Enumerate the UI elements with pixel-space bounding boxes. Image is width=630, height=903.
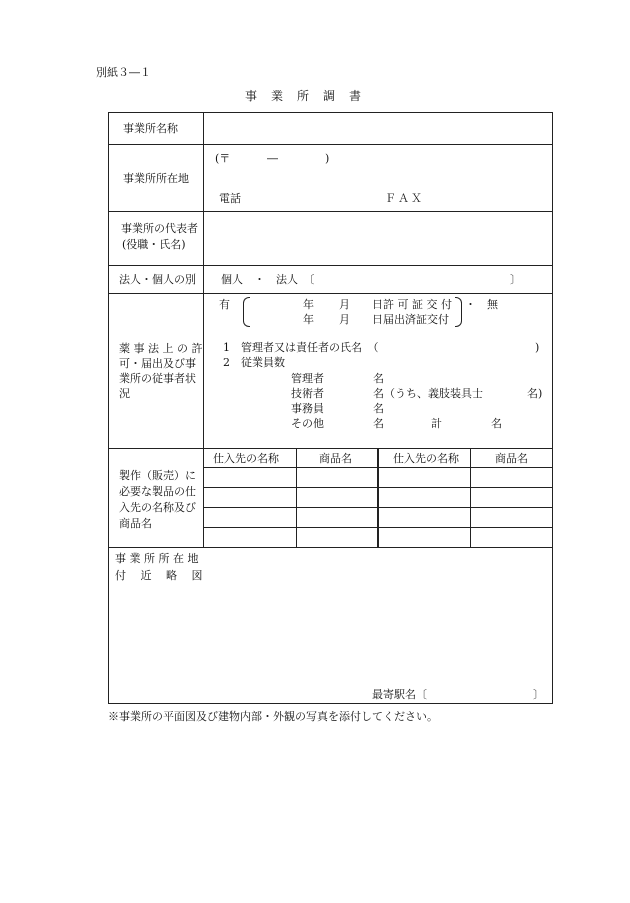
notice-month: 月 [339,313,350,326]
footnote: ※事業所の平面図及び建物内部・外観の写真を添付してください。 [108,710,438,723]
permit-status-label-3: 業所の従事者状 [119,372,196,385]
representative-label: 事業所の代表者 [121,222,198,235]
postal-code-open: (〒 [215,152,231,165]
notice-day-label: 日届出済証交付 [372,313,449,326]
permit-day-label: 日許 可 証 交 付 [372,298,452,311]
permit-yes: 有 [219,298,230,311]
office-name-label: 事業所名称 [123,122,178,135]
location-map-area[interactable] [119,588,539,683]
phone-label: 電話 [219,192,241,205]
row-divider [109,144,552,145]
right-brace-icon [455,297,462,327]
left-brace-icon [243,297,250,327]
permit-month: 月 [339,298,350,311]
staff-manager-label: 管理者 [291,372,324,385]
permit-none: ・ 無 [465,298,498,311]
survey-form-table [108,112,553,704]
entity-type-close: 〕 [510,273,521,286]
staff-technician-close: 名) [527,387,543,400]
staff-technician-label: 技術者 [291,387,324,400]
staff-total-unit: 名 [491,417,502,430]
representative-field[interactable] [204,212,551,264]
fax-label: ＦＡＸ [385,192,424,205]
supplier-grid-line [470,448,471,547]
entity-type-label: 法人・個人の別 [119,273,196,286]
notice-year: 年 [303,313,314,326]
location-map-label-1: 事 業 所 所 在 地 [115,552,199,565]
supplier-grid-divider-thick [377,448,379,547]
representative-sublabel: (役職・氏名) [122,238,186,251]
supplier-label-1: 製作（販売）に [119,469,196,482]
supplier-header-name-1: 仕入先の名称 [213,452,279,465]
page-title: 事 業 所 調 書 [245,89,363,103]
employee-count-item: 2 従業員数 [223,356,285,369]
nearest-station-close: 〕 [533,688,544,701]
staff-clerk-label: 事務員 [291,402,324,415]
office-name-field[interactable] [204,114,551,143]
supplier-header-product-1: 商品名 [319,452,352,465]
row-divider [109,448,552,449]
permit-status-label-2: 可・届出及び事 [119,357,196,370]
staff-other-label: その他 [291,417,324,430]
permit-year: 年 [303,298,314,311]
supplier-label-2: 必要な製品の仕 [119,485,196,498]
row-divider [109,547,552,548]
staff-technician-unit: 名（うち、義肢装具士 [373,387,483,400]
staff-total-label: 計 [431,417,442,430]
supplier-label-3: 入先の名称及び [119,501,196,514]
staff-clerk-unit: 名 [373,402,384,415]
row-divider [109,265,552,266]
supplier-label-4: 商品名 [119,517,152,530]
entity-type-options: 個人 ・ 法人 〔 [221,273,315,286]
staff-manager-unit: 名 [373,372,384,385]
attachment-number: 別紙３―１ [96,66,151,79]
supplier-header-product-2: 商品名 [495,452,528,465]
supplier-grid-line [296,448,297,547]
label-column-divider [203,113,204,547]
manager-name-item: 1 管理者又は責任者の氏名 （ [223,341,379,354]
office-address-label: 事業所所在地 [123,172,189,185]
supplier-header-name-2: 仕入先の名称 [393,452,459,465]
manager-name-close: ) [535,341,540,354]
permit-status-label-1: 薬 事 法 上 の 許 [119,342,203,355]
nearest-station-label: 最寄駅名〔 [372,688,427,701]
permit-status-label-4: 況 [119,387,130,400]
row-divider [109,293,552,294]
postal-code-dash: ― [267,152,278,165]
location-map-label-2: 付 近 略 図 [115,569,203,582]
staff-other-unit: 名 [373,417,384,430]
postal-code-close: ) [325,152,330,165]
